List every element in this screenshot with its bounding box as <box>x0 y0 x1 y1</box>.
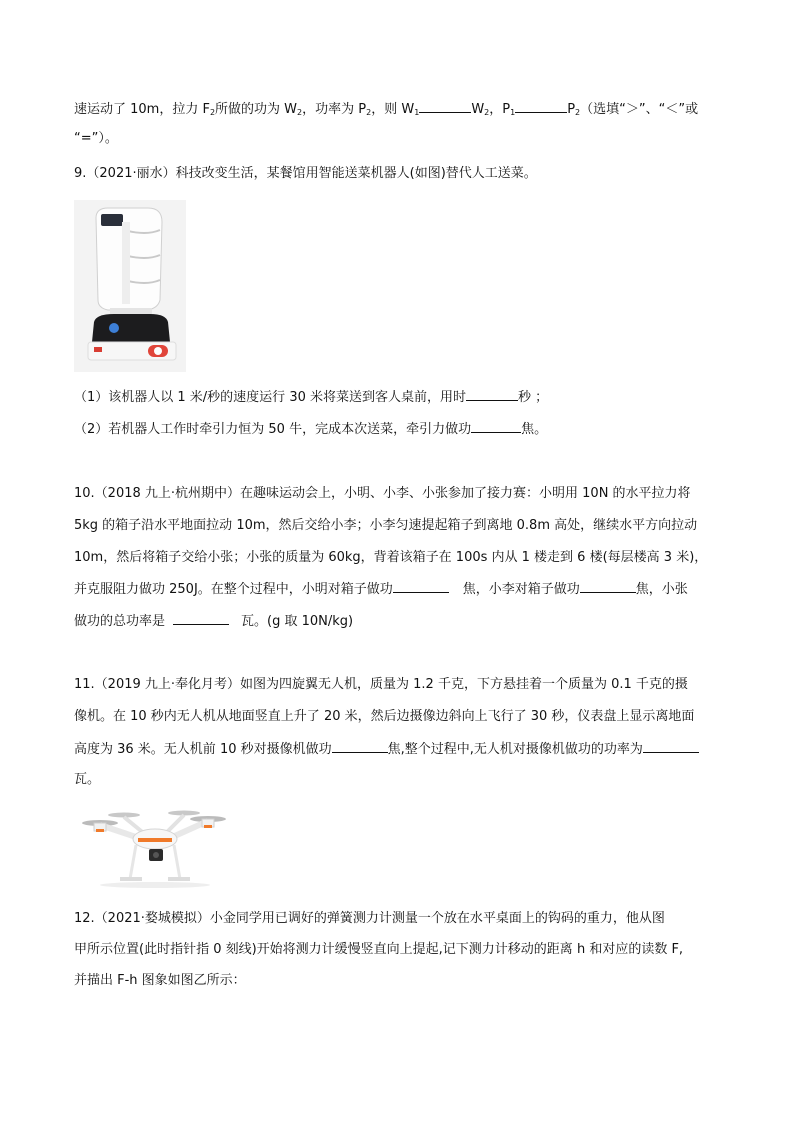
answer-blank[interactable] <box>643 740 699 753</box>
answer-blank[interactable] <box>419 100 471 113</box>
answer-blank[interactable] <box>393 580 449 593</box>
answer-blank[interactable] <box>515 100 567 113</box>
q10-line4: 并克服阻力做功 250J。在整个过程中，小明对箱子做功 焦，小李对箱子做功 焦，小张 <box>74 582 688 597</box>
q12-line3: 并描出 F-h 图象如图乙所示： <box>74 973 246 988</box>
q10-line3: 10m，然后将箱子交给小张；小张的质量为 60kg，背着该箱子在 100s 内从 1 楼走到 6 楼(每层楼高 3 米)， <box>74 550 708 565</box>
q11-line1: 11.（2019 九上·奉化月考）如图为四旋翼无人机，质量为 1.2 千克，下方悬挂着一个质量为 0.1 千克的摄 <box>74 677 688 692</box>
q9-part2: （2）若机器人工作时牵引力恒为 50 牛，完成本次送菜，牵引力做功 焦。 <box>74 422 548 437</box>
q11-line2: 像机。在 10 秒内无人机从地面竖直上升了 20 米，然后边摄像边斜向上飞行了 30 秒，仪表盘上显示离地面 <box>74 709 695 724</box>
answer-blank[interactable] <box>580 580 636 593</box>
q8-line2: “=”）。 <box>74 131 118 146</box>
answer-blank[interactable] <box>466 388 518 401</box>
q9-part1: （1）该机器人以 1 米/秒的速度运行 30 米将菜送到客人桌前，用时 秒 ； <box>74 390 549 405</box>
drone-image <box>80 805 230 890</box>
q10-line2: 5kg 的箱子沿水平地面拉动 10m，然后交给小李；小李匀速提起箱子到离地 0.8m 高处，继续水平方向拉动 <box>74 518 698 533</box>
q11-line3: 高度为 36 米。无人机前 10 秒对摄像机做功 焦,整个过程中,无人机对摄像机做功的功率为 <box>74 740 699 759</box>
answer-blank[interactable] <box>332 740 388 753</box>
q9-stem: 9.（2021·丽水）科技改变生活，某餐馆用智能送菜机器人(如图)替代人工送菜。 <box>74 166 537 181</box>
q8-line1: 速运动了 10m，拉力 $F_2$所做的功为 $W_2$，功率为 $P_2$，则 $W_1$ $W_2$，$P_1$ $P_2$（选填“＞”、“＜”或 <box>74 102 699 117</box>
q12-line1: 12.（2021·婺城模拟）小金同学用已调好的弹簧测力计测量一个放在水平桌面上的钩码的重力，他从图 <box>74 911 665 926</box>
q11-line4: 瓦。 <box>74 772 101 787</box>
robot-image <box>74 200 186 372</box>
answer-blank[interactable] <box>471 420 521 433</box>
q12-line2: 甲所示位置(此时指针指 0 刻线)开始将测力计缓慢竖直向上提起,记下测力计移动的距离 h 和对应的读数 F, <box>74 942 684 957</box>
q10-line1: 10.（2018 九上·杭州期中）在趣味运动会上，小明、小李、小张参加了接力赛：小明用 10N 的水平拉力将 <box>74 486 691 501</box>
answer-blank[interactable] <box>173 612 229 625</box>
q10-line5: 做功的总功率是 瓦。(g 取 10N/kg) <box>74 614 354 629</box>
